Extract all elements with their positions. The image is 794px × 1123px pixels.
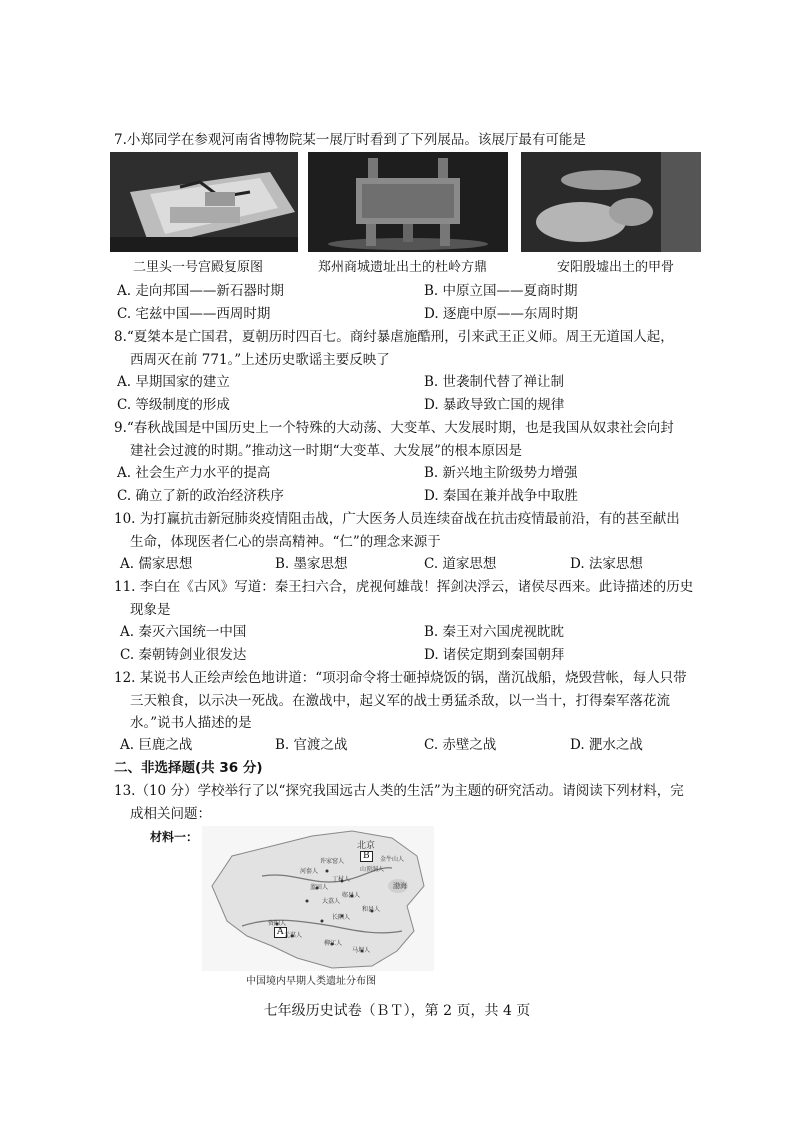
q7-option-d: D. 逐鹿中原——东周时期 bbox=[424, 306, 578, 322]
q8-stem-2: 西周灭在前 771。”上述历史歌谣主要反映了 bbox=[130, 352, 390, 368]
palace-model-photo bbox=[110, 152, 298, 252]
q10-option-d: D. 法家思想 bbox=[570, 556, 643, 572]
bronze-ding-photo bbox=[308, 152, 508, 252]
q7-option-c: C. 宅兹中国——西周时期 bbox=[117, 306, 271, 322]
map-sea-bohai: 渤海 bbox=[393, 882, 407, 890]
q9-option-c: C. 确立了新的政治经济秩序 bbox=[117, 488, 284, 504]
q8-option-d: D. 暴政导致亡国的规律 bbox=[424, 397, 565, 413]
material-one-label: 材料一： bbox=[150, 830, 199, 844]
early-human-sites-map bbox=[202, 826, 434, 971]
q13-stem-1: 13.（10 分）学校举行了以“探究我国远古人类的生活”为主题的研究活动。请阅读下列材料，完 bbox=[114, 783, 684, 799]
map-site-10: 河套人 bbox=[300, 868, 319, 875]
q9-stem-1: 9.“春秋战国是中国历史上一个特殊的大动荡、大变革、大发展时期，也是我国从奴隶社会向封 bbox=[114, 420, 674, 436]
q8-stem-1: 8.“夏桀本是亡国君，夏朝历时四百七。商纣暴虐施酷刑，引来武王正义师。周王无道国人起， bbox=[114, 329, 674, 345]
q8-option-a: A. 早期国家的建立 bbox=[117, 374, 230, 390]
map-site-14: 长阳人 bbox=[332, 914, 351, 921]
q12-stem-2: 三天粮食，以示决一死战。在激战中，起义军的战士勇猛杀敌，以一当十，打得秦军落花流 bbox=[130, 693, 670, 709]
q12-stem-1: 12. 某说书人正绘声绘色地讲道：“项羽命令将士砸掉烧饭的锅，凿沉战船，烧毁营帐，每人只带 bbox=[114, 670, 687, 686]
map-site-7: 马坝人 bbox=[352, 947, 371, 954]
china-outline-icon bbox=[202, 826, 434, 971]
map-site-3: 蓝田人 bbox=[310, 884, 329, 891]
q10-option-c: C. 道家思想 bbox=[424, 556, 497, 572]
q12-option-b: B. 官渡之战 bbox=[275, 737, 348, 753]
map-site-12: 金牛山人 bbox=[380, 856, 405, 863]
ding-caption: 郑州商城遗址出土的杜岭方鼎 bbox=[318, 260, 488, 275]
q11-option-a: A. 秦灭六国统一中国 bbox=[120, 624, 247, 640]
q11-option-c: C. 秦朝铸剑业很发达 bbox=[120, 647, 247, 663]
q11-stem-2: 现象是 bbox=[130, 602, 171, 618]
map-box-b: B bbox=[360, 851, 373, 862]
q12-option-d: D. 淝水之战 bbox=[570, 737, 643, 753]
q11-option-b: B. 秦王对六国虎视眈眈 bbox=[424, 624, 565, 640]
q10-option-a: A. 儒家思想 bbox=[120, 556, 193, 572]
map-caption: 中国境内早期人类遗址分布图 bbox=[246, 976, 376, 987]
q12-stem-3: 水。”说书人描述的是 bbox=[130, 715, 252, 731]
q12-option-a: A. 巨鹿之战 bbox=[120, 737, 193, 753]
palace-caption: 二里头一号宫殿复原图 bbox=[133, 260, 264, 275]
page-footer: 七年级历史试卷（ＢＴ），第 2 页，共 4 页 bbox=[263, 1003, 531, 1019]
q7-stem: 7.小郑同学在参观河南省博物院某一展厅时看到了下列展品。该展厅最有可能是 bbox=[114, 132, 586, 148]
map-site-13: 大荔人 bbox=[322, 898, 341, 905]
q9-stem-2: 建社会过渡的时期。”推动这一时期“大变革、大发展”的根本原因是 bbox=[130, 443, 522, 459]
map-site-8: 柳江人 bbox=[324, 940, 343, 947]
map-box-a: A bbox=[274, 927, 287, 938]
section-2-heading: 二、非选择题(共 36 分) bbox=[114, 760, 263, 776]
map-site-5: 和县人 bbox=[362, 906, 381, 913]
map-site-4: 郧县人 bbox=[342, 892, 361, 899]
map-city-beijing: 北京 bbox=[357, 841, 376, 851]
map-site-11: 山顶洞人 bbox=[360, 866, 385, 873]
map-site-1: 许家窑人 bbox=[320, 858, 345, 865]
q9-option-a: A. 社会生产力水平的提高 bbox=[117, 465, 271, 481]
map-site-9: 资阳人 bbox=[268, 920, 287, 927]
q11-stem-1: 11. 李白在《古风》写道：秦王扫六合，虎视何雄哉！挥剑决浮云，诸侯尽西来。此诗描述的历史 bbox=[114, 579, 694, 595]
q12-option-c: C. 赤壁之战 bbox=[424, 737, 497, 753]
q7-option-a: A. 走向邦国——新石器时期 bbox=[117, 283, 284, 299]
q11-option-d: D. 诸侯定期到秦国朝拜 bbox=[424, 647, 565, 663]
q7-option-b: B. 中原立国——夏商时期 bbox=[424, 283, 578, 299]
oracle-bones-photo bbox=[521, 152, 701, 252]
q10-stem-2: 生命，体现医者仁心的崇高精神。“仁”的理念来源于 bbox=[130, 534, 441, 550]
q8-option-b: B. 世袭制代替了禅让制 bbox=[424, 374, 565, 390]
q13-stem-2: 成相关问题： bbox=[130, 806, 211, 822]
q9-option-b: B. 新兴地主阶级势力增强 bbox=[424, 465, 578, 481]
q9-option-d: D. 秦国在兼并战争中取胜 bbox=[424, 488, 578, 504]
q10-option-b: B. 墨家思想 bbox=[275, 556, 348, 572]
oracle-caption: 安阳殷墟出土的甲骨 bbox=[557, 260, 675, 275]
map-site-2: 丁村人 bbox=[332, 876, 351, 883]
q10-stem-1: 10. 为打赢抗击新冠肺炎疫情阻击战，广大医务人员连续奋战在抗击疫情最前沿，有的甚至献出 bbox=[114, 511, 680, 527]
map-site-6: 元谋人 bbox=[284, 932, 303, 939]
q8-option-c: C. 等级制度的形成 bbox=[117, 397, 230, 413]
